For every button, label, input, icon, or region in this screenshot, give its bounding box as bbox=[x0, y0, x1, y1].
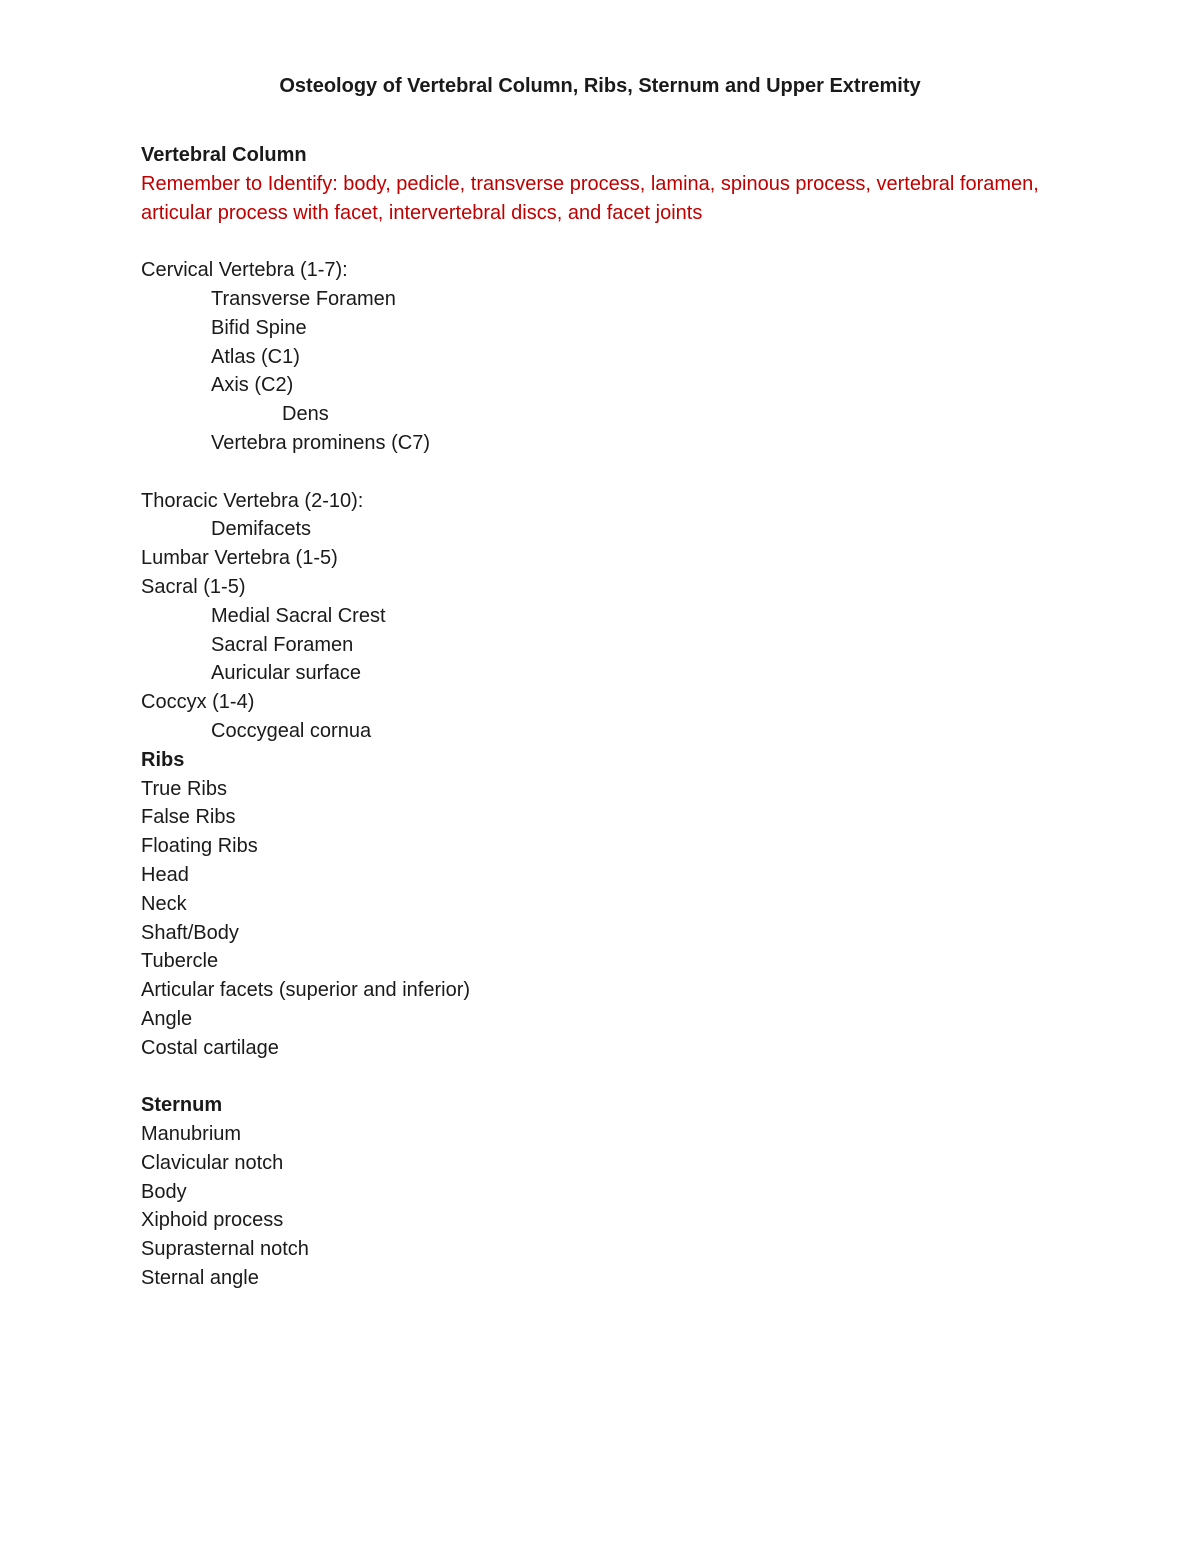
thoracic-label: Thoracic Vertebra (2-10): bbox=[141, 489, 364, 512]
identify-note: Remember to Identify: body, pedicle, transverse process, lamina, spinous process, vertebral foramen, articular process with facet, intervertebral discs, and facet joints bbox=[141, 172, 1039, 224]
list-item: Suprasternal notch bbox=[141, 1238, 309, 1261]
list-item: Tubercle bbox=[141, 950, 219, 973]
sacral-label: Sacral (1-5) bbox=[141, 575, 246, 598]
list-item: Axis (C2) bbox=[211, 374, 294, 397]
spacer bbox=[141, 458, 1041, 487]
list-item: Coccygeal cornua bbox=[211, 719, 372, 742]
list-item: Clavicular notch bbox=[141, 1151, 284, 1174]
cervical-label: Cervical Vertebra (1-7): bbox=[141, 259, 348, 282]
list-item: Vertebra prominens (C7) bbox=[211, 431, 430, 454]
list-item: Manubrium bbox=[141, 1123, 242, 1146]
spacer bbox=[141, 227, 1041, 256]
list-subitem: Dens bbox=[282, 403, 329, 426]
list-item: Head bbox=[141, 863, 189, 886]
list-item: True Ribs bbox=[141, 777, 227, 800]
lumbar-label: Lumbar Vertebra (1-5) bbox=[141, 547, 338, 570]
list-item: Floating Ribs bbox=[141, 835, 258, 858]
list-item: False Ribs bbox=[141, 806, 236, 829]
list-item: Articular facets (superior and inferior) bbox=[141, 979, 471, 1002]
list-item: Shaft/Body bbox=[141, 921, 239, 944]
sternum-heading: Sternum bbox=[141, 1094, 223, 1117]
list-item: Atlas (C1) bbox=[211, 345, 300, 368]
coccyx-label: Coccyx (1-4) bbox=[141, 691, 255, 714]
list-item: Sternal angle bbox=[141, 1267, 259, 1290]
list-item: Sacral Foramen bbox=[211, 633, 354, 656]
list-item: Xiphoid process bbox=[141, 1209, 284, 1232]
list-item: Neck bbox=[141, 892, 187, 915]
list-item: Demifacets bbox=[211, 518, 312, 541]
list-item: Bifid Spine bbox=[211, 316, 307, 339]
vertebral-column-heading: Vertebral Column bbox=[141, 144, 307, 166]
ribs-heading: Ribs bbox=[141, 748, 185, 771]
document-title: Osteology of Vertebral Column, Ribs, Sternum and Upper Extremity bbox=[279, 75, 921, 97]
list-item: Auricular surface bbox=[211, 662, 362, 685]
list-item: Medial Sacral Crest bbox=[211, 604, 386, 627]
list-item: Angle bbox=[141, 1007, 193, 1030]
list-item: Body bbox=[141, 1180, 187, 1203]
list-item: Costal cartilage bbox=[141, 1036, 279, 1059]
document-body bbox=[141, 141, 1041, 1293]
list-item: Transverse Foramen bbox=[211, 287, 396, 310]
spacer bbox=[141, 1063, 1041, 1092]
